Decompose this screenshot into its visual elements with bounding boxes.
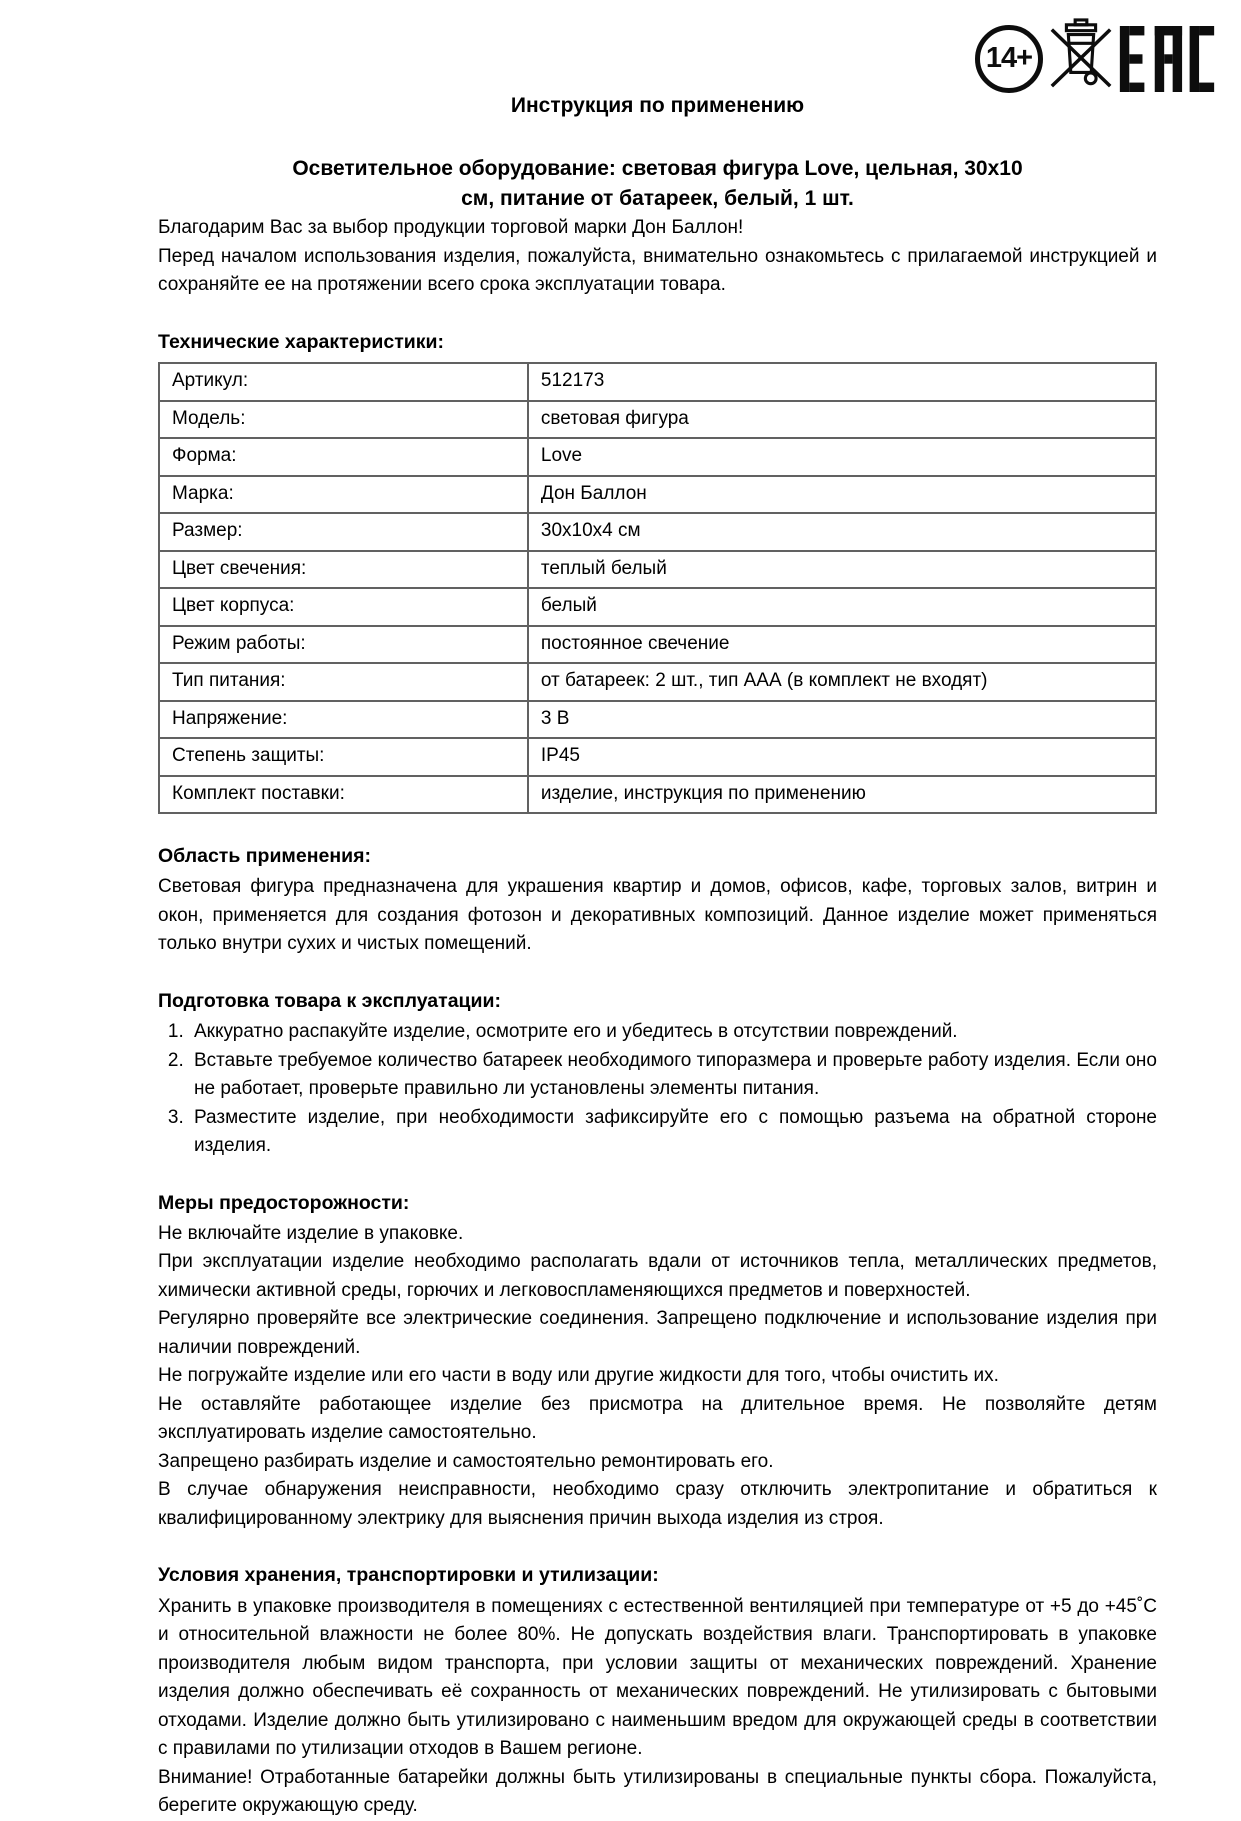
spec-value: IP45	[528, 738, 1156, 776]
specs-heading: Технические характеристики:	[158, 330, 445, 353]
notice-paragraph: Перед началом использования изделия, пожалуйста, внимательно ознакомьтесь с прилагаемой инструкцией и сохраняйте ее на протяжении всего срока эксплуатации товара.	[158, 245, 1157, 296]
spec-value: Дон Баллон	[528, 476, 1156, 514]
spec-label: Режим работы:	[159, 626, 528, 664]
precaution-text: Не оставляйте работающее изделие без присмотра на длительное время. Не позволяйте детям эксплуатировать изделие самостоятельно.	[158, 1393, 1157, 1444]
table-row	[159, 513, 1156, 551]
thanks-paragraph: Благодарим Вас за выбор продукции торговой марки Дон Баллон!	[158, 217, 744, 239]
precaution-text: При эксплуатации изделие необходимо располагать вдали от источников тепла, металлических предметов, химически активной среды, горючих и легковоспламеняющихся предметов и поверхностей.	[158, 1251, 1157, 1301]
table-row	[159, 626, 1156, 664]
table-row	[159, 476, 1156, 514]
spec-label: Форма:	[159, 438, 528, 476]
table-row	[159, 738, 1156, 776]
precaution-text: Запрещено разбирать изделие и самостоятельно ремонтировать его.	[158, 1450, 774, 1472]
list-item: 3. Разместите изделие, при необходимости зафиксируйте его с помощью разъема на обратной стороне изделия.	[189, 1104, 1157, 1161]
preparation-section	[158, 987, 1157, 1161]
spec-value: Love	[528, 438, 1156, 476]
specs-section	[158, 328, 1157, 814]
spec-value: изделие, инструкция по применению	[528, 776, 1156, 814]
spec-label: Напряжение:	[159, 701, 528, 739]
precaution-text: Регулярно проверяйте все электрические соединения. Запрещено подключение и использование изделия при наличии повреждений.	[158, 1308, 1157, 1358]
spec-value: теплый белый	[528, 551, 1156, 589]
precaution-text: Не включайте изделие в упаковке.	[158, 1222, 464, 1244]
certification-badges	[975, 18, 1215, 100]
page-title: Инструкция по применению	[510, 94, 805, 117]
spec-value: постоянное свечение	[528, 626, 1156, 664]
precautions-section	[158, 1189, 1157, 1534]
spec-label: Цвет корпуса:	[159, 588, 528, 626]
product-subtitle: Осветительное оборудование: световая фигура Love, цельная, 30х10 см, питание от батареек, белый, 1 шт.	[292, 156, 1023, 210]
precaution-text: Не погружайте изделие или его части в воду или другие жидкости для того, чтобы очистить их.	[158, 1365, 999, 1387]
precautions-heading: Меры предосторожности:	[158, 1191, 410, 1214]
spec-value: от батареек: 2 шт., тип ААА (в комплект не входят)	[528, 663, 1156, 701]
application-text: Световая фигура предназначена для украшения квартир и домов, офисов, кафе, торговых залов, витрин и окон, применяется для создания фотозон и декоративных композиций. Данное изделие может применяться только внутри сухих и чистых помещений.	[158, 876, 1157, 955]
storage-section	[158, 1561, 1157, 1820]
eac-mark-icon	[1119, 26, 1215, 92]
age-rating-label: 14+	[985, 42, 1033, 74]
storage-heading: Условия хранения, транспортировки и утилизации:	[158, 1564, 659, 1587]
table-row	[159, 551, 1156, 589]
spec-label: Размер:	[159, 513, 528, 551]
table-row	[159, 401, 1156, 439]
table-row	[159, 701, 1156, 739]
spec-label: Комплект поставки:	[159, 776, 528, 814]
application-heading: Область применения:	[158, 845, 371, 868]
preparation-heading: Подготовка товара к эксплуатации:	[158, 989, 501, 1012]
spec-label: Артикул:	[159, 363, 528, 401]
table-row	[159, 663, 1156, 701]
spec-value: 512173	[528, 363, 1156, 401]
table-row	[159, 438, 1156, 476]
spec-value: световая фигура	[528, 401, 1156, 439]
list-item: 1. Аккуратно распакуйте изделие, осмотрите его и убедитесь в отсутствии повреждений.	[189, 1018, 1157, 1047]
storage-text: Хранить в упаковке производителя в помещениях с естественной вентиляцией при температуре от +5 до +45˚С и относительной влажности не более 80%. Не допускать воздействия влаги. Транспортировать в упаковке производителя любым видом транспорта, при условии защиты от механических повреждений. Хранение изделия должно обеспечивать её сохранность от механических повреждений. Не утилизировать с бытовыми отходами. Изделие должно быть утилизировано с наименьшим вредом для окружающей среды в соответствии с правилами по утилизации отходов в Вашем регионе.	[158, 1595, 1157, 1760]
storage-text: Внимание! Отработанные батарейки должны быть утилизированы в специальные пункты сбора. Пожалуйста, берегите окружающую среду.	[158, 1766, 1157, 1817]
list-item: 2. Вставьте требуемое количество батареек необходимого типоразмера и проверьте работу изделия. Если оно не работает, проверьте правильно ли установлены элементы питания.	[189, 1047, 1157, 1104]
spec-value: 30х10х4 см	[528, 513, 1156, 551]
spec-label: Степень защиты:	[159, 738, 528, 776]
crossed-out-bin-icon	[1049, 18, 1113, 100]
age-rating-14plus-icon	[975, 25, 1043, 93]
preparation-list	[158, 1018, 1157, 1161]
table-row	[159, 776, 1156, 814]
spec-value: 3 В	[528, 701, 1156, 739]
table-row	[159, 363, 1156, 401]
spec-label: Марка:	[159, 476, 528, 514]
spec-label: Модель:	[159, 401, 528, 439]
application-section	[158, 842, 1157, 959]
spec-label: Цвет свечения:	[159, 551, 528, 589]
spec-value: белый	[528, 588, 1156, 626]
precaution-text: В случае обнаружения неисправности, необходимо сразу отключить электропитание и обратиться к квалифицированному электрику для выяснения причин выхода изделия из строя.	[158, 1479, 1157, 1529]
spec-label: Тип питания:	[159, 663, 528, 701]
table-row	[159, 588, 1156, 626]
specs-table	[158, 362, 1157, 814]
